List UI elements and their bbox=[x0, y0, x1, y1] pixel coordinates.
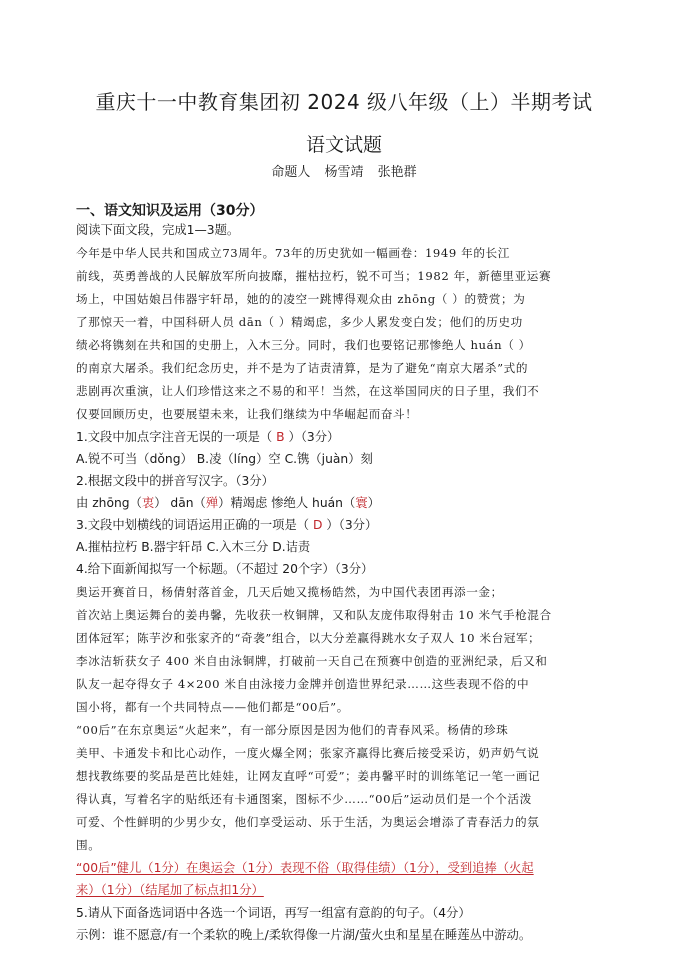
passage-line: 前线，英勇善战的人民解放军所向披靡，摧枯拉朽，锐不可当；1982 年，新德里亚运赛 bbox=[76, 269, 552, 283]
passage-line: 今年是中华人民共和国成立73周年。73年的历史犹如一幅画卷：1949 年的长江 bbox=[76, 246, 510, 260]
news-line: 首次站上奥运舞台的姜冉馨，先收获一枚铜牌，又和队友庞伟取得射击 10 米气手枪混合 bbox=[76, 608, 552, 622]
passage-line: 仅要回顾历史，也要展望未来，让我们继续为中华崛起而奋斗！ bbox=[76, 407, 418, 421]
blank-answer: 衷 bbox=[141, 496, 155, 510]
question-2: 2.根据文段中的拼音写汉字。（3分） bbox=[76, 474, 274, 488]
news-line: 围。 bbox=[76, 838, 101, 852]
question-4: 4.给下面新闻拟写一个标题。（不超过 20个字）（3分） bbox=[76, 562, 374, 576]
question-1-text: 1.文段中加点字注音无误的一项是（ bbox=[76, 430, 277, 444]
news-line: 团体冠军；陈芋汐和张家齐的“奇袭”组合，以大分差赢得跳水女子双人 10 米台冠军； bbox=[76, 631, 541, 645]
passage-line: 场上，中国姑娘吕伟器宇轩昂，她的的凌空一跳博得观众由 zhōng（ ）的赞赏；为 bbox=[76, 292, 526, 306]
blank-answer: 殚 bbox=[205, 496, 219, 510]
news-line: 奥运开赛首日，杨倩射落首金，几天后她又揽杨皓然，为中国代表团再添一金； bbox=[76, 585, 503, 599]
news-line: 美甲、卡通发卡和比心动作，一度火爆全网；张家齐赢得比赛后接受采访，奶声奶气说 bbox=[76, 746, 540, 760]
blank-label: ） dān（ bbox=[154, 496, 206, 510]
news-line: 李冰洁斩获女子 400 米自由泳铜牌，打破前一天自己在预赛中创造的亚洲纪录，后又和 bbox=[76, 654, 548, 668]
blank-label: ） bbox=[367, 496, 380, 510]
passage-line: 的南京大屠杀。我们纪念历史，并不是为了诘责清算，是为了避免“南京大屠杀”式的 bbox=[76, 361, 529, 375]
news-line: 可爱、个性鲜明的少男少女，他们享受运动、乐于生活，为奥运会增添了青春活力的氛 bbox=[76, 815, 540, 829]
question-3 bbox=[76, 517, 616, 533]
question-1-options: A.锐不可当（dǒng） B.凌（líng）空 C.镌（juàn）刻 bbox=[76, 452, 373, 466]
question-1-answer: B bbox=[276, 430, 285, 444]
question-3-score: ）（3分） bbox=[322, 518, 378, 532]
passage-line: 悲剧再次重演，让人们珍惜这来之不易的和平！当然，在这举国同庆的日子里，我们不 bbox=[76, 384, 540, 398]
news-line: 想找教练要的奖品是芭比娃娃，让网友直呼“可爱”；姜冉馨平时的训练笔记一笔一画记 bbox=[76, 769, 541, 783]
question-3-text: 3.文段中划横线的词语运用正确的一项是（ bbox=[76, 518, 313, 532]
question-2-blanks bbox=[76, 495, 616, 511]
question-3-options: A.摧枯拉朽 B.器宇轩昂 C.入木三分 D.诘责 bbox=[76, 540, 311, 554]
blank-label: ）精竭虑 惨绝人 huán（ bbox=[218, 496, 356, 510]
passage-line: 了那惊天一着，中国科研人员 dān（ ）精竭虑，多少人累发变白发；他们的历史功 bbox=[76, 315, 523, 329]
blank-answer: 寰 bbox=[355, 496, 368, 510]
reading-instruction: 阅读下面文段，完成1—3题。 bbox=[76, 223, 240, 237]
question-4-answer-line: “00后”健儿（1分）在奥运会（1分）表现不俗（取得佳绩）（1分），受到追捧（火起 bbox=[76, 861, 534, 875]
news-line: 队友一起夺得女子 4×200 米自由泳接力金牌并创造世界纪录……这些表现不俗的中 bbox=[76, 677, 530, 691]
news-line: 得认真，写着名字的贴纸还有卡通图案，图标不少……“00后”运动员们是一个个活泼 bbox=[76, 792, 532, 806]
section-heading: 一、语文知识及运用（30分） bbox=[76, 203, 264, 219]
exam-subtitle: 语文试题 bbox=[305, 134, 382, 156]
exam-title: 重庆十一中教育集团初 2024 级八年级（上）半期考试 bbox=[95, 90, 593, 114]
question-3-answer: D bbox=[313, 518, 323, 532]
question-1 bbox=[76, 429, 616, 445]
passage-line: 绩必将镌刻在共和国的史册上，入木三分。同时，我们也要铭记那惨绝人 huán（ ） bbox=[76, 338, 531, 352]
news-line: 国小将，都有一个共同特点——他们都是“00后”。 bbox=[76, 700, 349, 714]
question-4-answer-line: 来）（1分）（结尾加了标点扣1分） bbox=[76, 883, 264, 897]
news-line: “00后”在东京奥运“火起来”，有一部分原因是因为他们的青春风采。杨倩的珍珠 bbox=[76, 723, 509, 737]
question-5-example: 示例：谁不愿意/有一个柔软的晚上/柔软得像一片湖/萤火虫和星星在睡莲丛中游动。 bbox=[76, 928, 532, 942]
question-5: 5.请从下面备选词语中各选一个词语，再写一组富有意韵的句子。（4分） bbox=[76, 906, 471, 920]
question-1-score: ）（3分） bbox=[284, 430, 340, 444]
exam-authors: 命题人 杨雪靖 张艳群 bbox=[271, 165, 417, 180]
blank-label: 由 zhōng（ bbox=[76, 496, 142, 510]
